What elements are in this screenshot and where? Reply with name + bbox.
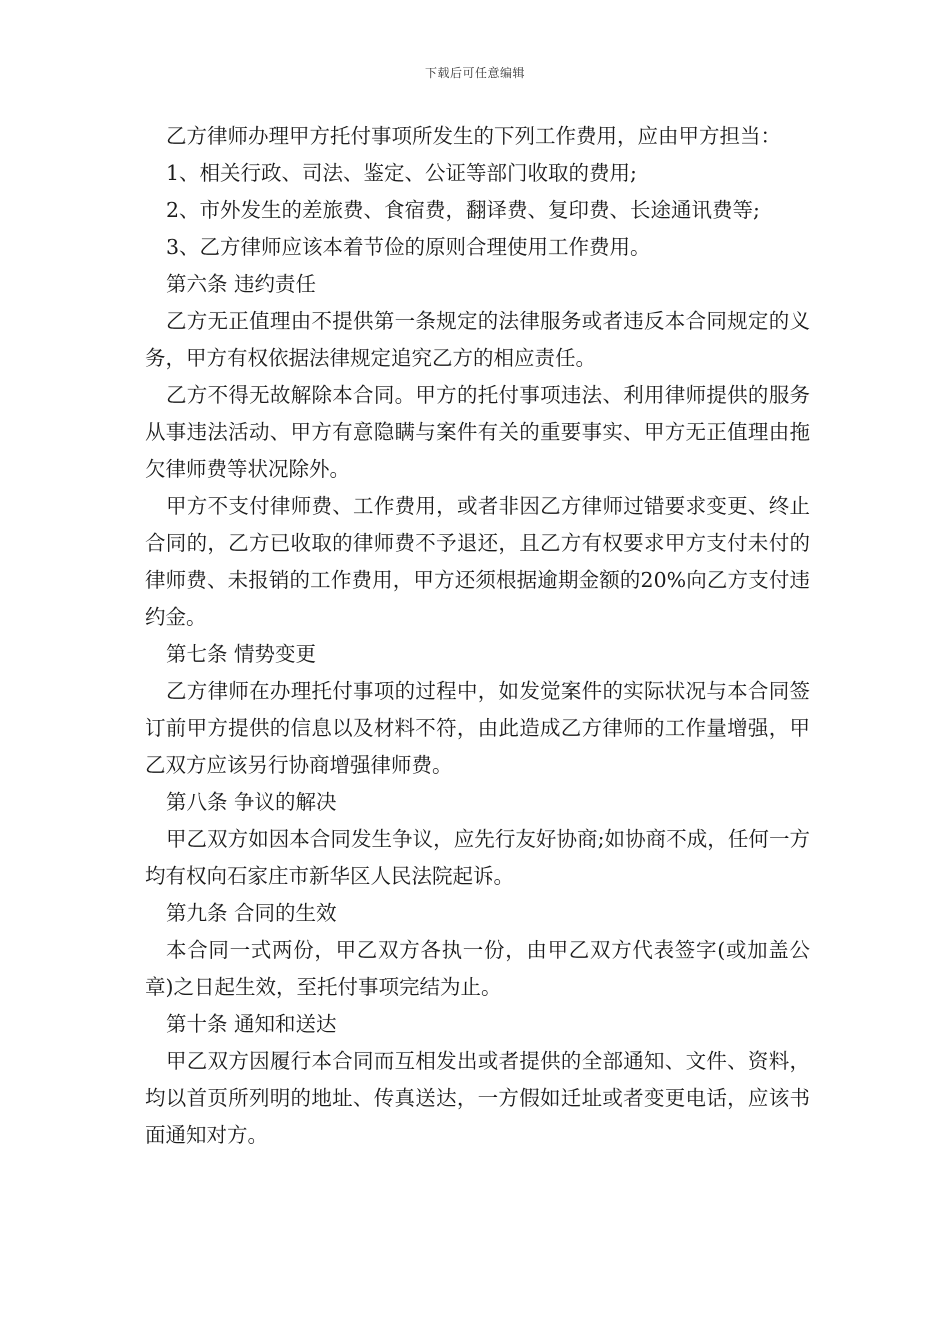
page-header-note: 下载后可任意编辑	[424, 66, 525, 80]
article-9-heading: 第九条 合同的生效	[166, 901, 337, 925]
article-6-heading: 第六条 违约责任	[166, 272, 317, 296]
article-9-paragraph: 本合同一式两份，甲乙双方各执一份，由甲乙双方代表签字(或加盖公章)之日起生效，至托付事项完结为止。	[145, 938, 810, 999]
article-7-heading: 第七条 情势变更	[166, 642, 317, 666]
document-body	[145, 118, 810, 1154]
article-6-paragraph-3: 甲方不支付律师费、工作费用，或者非因乙方律师过错要求变更、终止合同的，乙方已收取的律师费不予退还，且乙方有权要求甲方支付未付的律师费、未报销的工作费用，甲方还须根据逾期金额的20%向乙方支付违约金。	[145, 494, 810, 629]
article-7-paragraph: 乙方律师在办理托付事项的过程中，如发觉案件的实际状况与本合同签订前甲方提供的信息以及材料不符，由此造成乙方律师的工作量增强，甲乙双方应该另行协商增强律师费。	[145, 679, 810, 777]
article-10-paragraph: 甲乙双方因履行本合同而互相发出或者提供的全部通知、文件、资料，均以首页所列明的地址、传真送达，一方假如迁址或者变更电话，应该书面通知对方。	[145, 1049, 810, 1147]
article-8-paragraph: 甲乙双方如因本合同发生争议，应先行友好协商;如协商不成，任何一方均有权向石家庄市新华区人民法院起诉。	[145, 827, 810, 888]
expense-item-3: 3、乙方律师应该本着节俭的原则合理使用工作费用。	[166, 235, 651, 259]
article-8-heading: 第八条 争议的解决	[166, 790, 337, 814]
expenses-paragraph: 乙方律师办理甲方托付事项所发生的下列工作费用，应由甲方担当：	[166, 124, 781, 148]
expense-item-2: 2、市外发生的差旅费、食宿费，翻译费、复印费、长途通讯费等;	[166, 198, 760, 222]
expense-item-1: 1、相关行政、司法、鉴定、公证等部门收取的费用;	[166, 161, 637, 185]
article-6-paragraph-1: 乙方无正值理由不提供第一条规定的法律服务或者违反本合同规定的义务，甲方有权依据法律规定追究乙方的相应责任。	[145, 309, 810, 370]
article-6-paragraph-2: 乙方不得无故解除本合同。甲方的托付事项违法、利用律师提供的服务从事违法活动、甲方有意隐瞒与案件有关的重要事实、甲方无正值理由拖欠律师费等状况除外。	[145, 383, 810, 481]
article-10-heading: 第十条 通知和送达	[166, 1012, 337, 1036]
